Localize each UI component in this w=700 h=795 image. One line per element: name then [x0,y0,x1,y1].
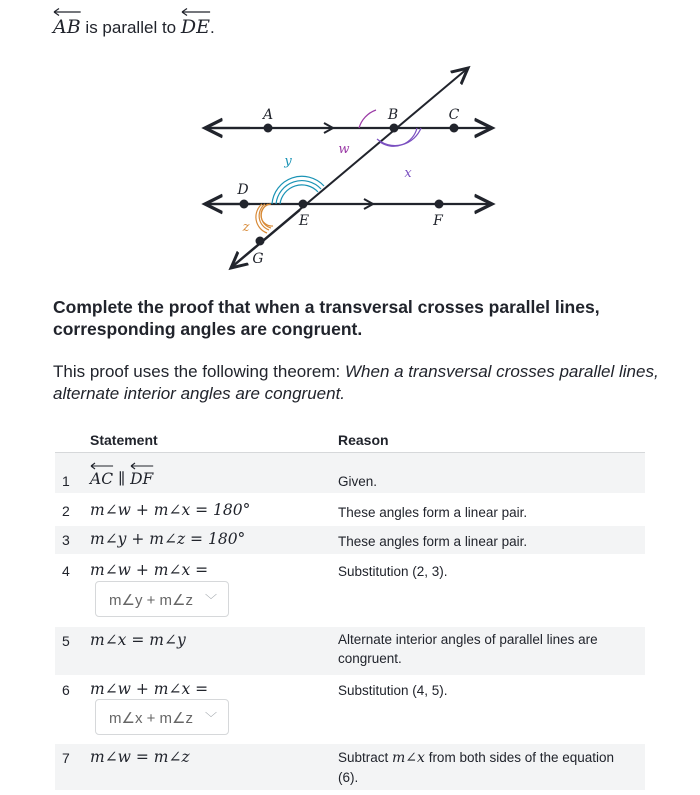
reason: Substitution (4, 5). [338,683,448,698]
reason: These angles form a linear pair. [338,534,528,549]
statement-header: Statement [90,432,158,448]
table-row [55,555,645,629]
table-row [55,526,645,554]
table-row [55,744,645,790]
label-b: B [387,107,399,123]
reason-header: Reason [338,432,389,448]
statement: m∠w = m∠z [90,748,190,766]
proof-table [55,430,645,785]
point-g [256,237,265,246]
table-row [55,627,645,675]
angle-w-arc [359,110,376,128]
row-number: 5 [62,633,70,649]
label-f: F [433,213,443,229]
proof-table-header [55,430,645,453]
row-number: 6 [62,682,70,698]
dropdown-value: m∠y + m∠z [109,592,193,609]
theorem-text: When a transversal crosses parallel lines, alternate interior angles are congruent. [53,362,659,403]
table-row [55,676,645,750]
statement-dropdown[interactable] [95,581,229,617]
row-number: 2 [62,503,70,519]
statement: m∠w + m∠x = [90,680,209,698]
given-period: . [209,18,215,37]
line-ab: AB [53,6,81,38]
angle-x-arc [377,128,421,146]
dropdown-value: m∠x + m∠z [109,710,193,727]
angle-z-arc [256,204,273,233]
reason: Given. [338,474,378,489]
double-arrow-icon [130,461,153,471]
label-z: z [242,220,250,235]
reason: These angles form a linear pair. [338,505,528,520]
parallel-lines-diagram [195,55,515,285]
table-row [55,497,645,525]
point-d [240,200,249,209]
reason: Substitution (2, 3). [338,564,448,579]
reason: Alternate interior angles of parallel lines are congruent. [338,632,598,666]
statement: AC ∥ DF [90,461,153,488]
label-g: G [252,251,264,267]
chevron-down-icon: ﹀ [204,711,217,725]
label-d: D [237,182,249,198]
point-a [264,124,273,133]
point-b [390,124,399,133]
statement-dropdown[interactable] [95,699,229,735]
statement: m∠w + m∠x = [90,561,209,579]
statement: m∠w + m∠x = 180° [90,501,251,519]
label-w: w [338,142,350,157]
label-a: A [262,107,274,123]
reason: Subtract m∠x from both sides of the equation (6). [338,750,615,785]
double-arrow-icon [181,6,210,18]
table-row [55,453,645,493]
point-e [299,200,308,209]
line-df-notation: DF [130,461,153,488]
row-number: 7 [62,750,70,766]
given-middle-text: is parallel to [80,18,181,37]
point-f [435,200,444,209]
row-number: 1 [62,473,70,489]
label-c: C [448,107,460,123]
theorem-note [53,361,663,405]
label-x: x [404,166,412,181]
given-statement [53,6,215,38]
line-ac-notation: AC [90,461,113,488]
double-arrow-icon [90,461,113,471]
proof-instructions: Complete the proof that when a transversal crosses parallel lines, corresponding angles are congruent. [53,297,600,339]
double-arrow-icon [53,6,81,18]
line-de: DE [181,6,210,38]
label-e: E [298,213,310,229]
statement: m∠x = m∠y [90,631,186,649]
angle-y-arc [272,176,324,204]
row-number: 4 [62,563,70,579]
chevron-down-icon: ﹀ [204,593,217,607]
statement: m∠y + m∠z = 180° [90,530,246,548]
point-c [450,124,459,133]
row-number: 3 [62,532,70,548]
theorem-prefix: This proof uses the following theorem: [53,362,345,381]
label-y: y [284,154,292,169]
